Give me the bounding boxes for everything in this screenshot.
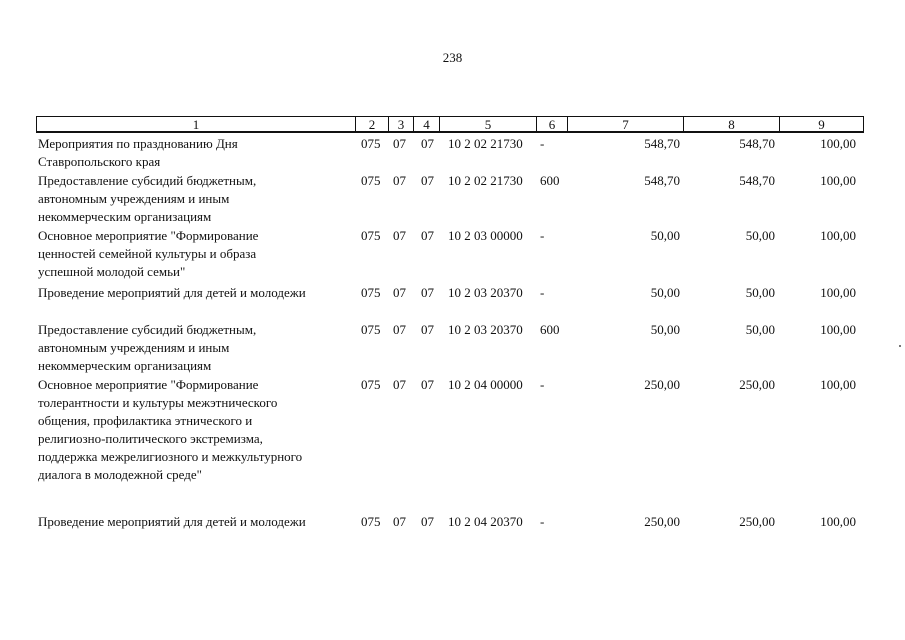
page-number: 238 xyxy=(442,50,463,65)
cell-col-3: 07 xyxy=(393,285,406,300)
row-name-line: Ставропольского края xyxy=(38,154,161,169)
row-name xyxy=(38,135,358,171)
cell-col-2: 075 xyxy=(361,228,381,243)
cell-col-9: 100,00 xyxy=(820,136,856,151)
cell-col-2: 075 xyxy=(361,173,381,188)
row-name xyxy=(38,376,358,484)
scan-mark xyxy=(899,345,901,347)
row-name-line: некоммерческим организациям xyxy=(38,209,212,224)
cell-col-6: 600 xyxy=(540,173,560,188)
row-name-line: некоммерческим организациям xyxy=(38,358,212,373)
cell-col-8: 50,00 xyxy=(745,228,775,243)
cell-col-6: - xyxy=(540,514,545,529)
row-name-line: Предоставление субсидий бюджетным, xyxy=(38,173,257,188)
cell-col-4: 07 xyxy=(421,514,434,529)
cell-col-5: 10 2 02 21730 xyxy=(448,173,523,188)
cell-col-5: 10 2 04 00000 xyxy=(448,377,523,392)
cell-col-4: 07 xyxy=(421,285,434,300)
row-name-line: Основное мероприятие "Формирование xyxy=(38,377,259,392)
cell-col-8: 50,00 xyxy=(745,322,775,337)
header-col-5: 5 xyxy=(439,117,536,132)
cell-col-2: 075 xyxy=(361,377,381,392)
cell-col-8: 250,00 xyxy=(739,514,775,529)
cell-col-4: 07 xyxy=(421,322,434,337)
cell-col-7: 250,00 xyxy=(644,514,680,529)
cell-col-3: 07 xyxy=(393,228,406,243)
table-header xyxy=(36,116,864,133)
cell-col-5: 10 2 04 20370 xyxy=(448,514,523,529)
row-name-line: толерантности и культуры межэтнического xyxy=(38,395,278,410)
cell-col-6: - xyxy=(540,285,545,300)
cell-col-5: 10 2 03 20370 xyxy=(448,285,523,300)
row-name-line: Основное мероприятие "Формирование xyxy=(38,228,259,243)
cell-col-7: 250,00 xyxy=(644,377,680,392)
cell-col-2: 075 xyxy=(361,514,381,529)
cell-col-9: 100,00 xyxy=(820,377,856,392)
cell-col-6: - xyxy=(540,228,545,243)
cell-col-4: 07 xyxy=(421,228,434,243)
cell-col-4: 07 xyxy=(421,173,434,188)
cell-col-3: 07 xyxy=(393,322,406,337)
cell-col-9: 100,00 xyxy=(820,228,856,243)
cell-col-6: - xyxy=(540,377,545,392)
cell-col-5: 10 2 03 20370 xyxy=(448,322,523,337)
row-name xyxy=(38,172,358,226)
header-col-1: 1 xyxy=(192,117,200,132)
row-name-line: Мероприятия по празднованию Дня xyxy=(38,136,238,151)
header-col-2: 2 xyxy=(355,117,388,132)
cell-col-3: 07 xyxy=(393,514,406,529)
cell-col-9: 100,00 xyxy=(820,285,856,300)
cell-col-7: 548,70 xyxy=(644,173,680,188)
cell-col-8: 548,70 xyxy=(739,173,775,188)
cell-col-9: 100,00 xyxy=(820,173,856,188)
header-col-3: 3 xyxy=(388,117,413,132)
cell-col-2: 075 xyxy=(361,322,381,337)
row-name xyxy=(38,513,358,531)
row-name-line: Проведение мероприятий для детей и молодежи xyxy=(38,514,306,529)
cell-col-9: 100,00 xyxy=(820,514,856,529)
cell-col-4: 07 xyxy=(421,136,434,151)
cell-col-7: 50,00 xyxy=(650,322,680,337)
cell-col-9: 100,00 xyxy=(820,322,856,337)
cell-col-7: 50,00 xyxy=(650,228,680,243)
row-name-line: автономным учреждениям и иным xyxy=(38,191,230,206)
cell-col-2: 075 xyxy=(361,136,381,151)
row-name-line: поддержка межрелигиозного и межкультурного xyxy=(38,449,303,464)
row-name xyxy=(38,284,358,302)
cell-col-6: - xyxy=(540,136,545,151)
row-name-line: ценностей семейной культуры и образа xyxy=(38,246,257,261)
row-name xyxy=(38,227,358,281)
row-name-line: общения, профилактика этнического и xyxy=(38,413,253,428)
cell-col-6: 600 xyxy=(540,322,560,337)
row-name xyxy=(38,321,358,375)
cell-col-5: 10 2 02 21730 xyxy=(448,136,523,151)
row-name-line: религиозно-политического экстремизма, xyxy=(38,431,263,446)
header-col-8: 8 xyxy=(683,117,779,132)
cell-col-8: 250,00 xyxy=(739,377,775,392)
header-col-4: 4 xyxy=(413,117,439,132)
cell-col-2: 075 xyxy=(361,285,381,300)
header-col-7: 7 xyxy=(567,117,683,132)
header-col-6: 6 xyxy=(536,117,567,132)
row-name-line: успешной молодой семьи" xyxy=(38,264,186,279)
row-name-line: автономным учреждениям и иным xyxy=(38,340,230,355)
cell-col-7: 548,70 xyxy=(644,136,680,151)
cell-col-5: 10 2 03 00000 xyxy=(448,228,523,243)
row-name-line: диалога в молодежной среде" xyxy=(38,467,202,482)
row-name-line: Проведение мероприятий для детей и молодежи xyxy=(38,285,306,300)
cell-col-3: 07 xyxy=(393,173,406,188)
cell-col-8: 548,70 xyxy=(739,136,775,151)
cell-col-7: 50,00 xyxy=(650,285,680,300)
row-name-line: Предоставление субсидий бюджетным, xyxy=(38,322,257,337)
cell-col-4: 07 xyxy=(421,377,434,392)
cell-col-3: 07 xyxy=(393,136,406,151)
cell-col-3: 07 xyxy=(393,377,406,392)
header-col-9: 9 xyxy=(779,117,863,132)
cell-col-8: 50,00 xyxy=(745,285,775,300)
